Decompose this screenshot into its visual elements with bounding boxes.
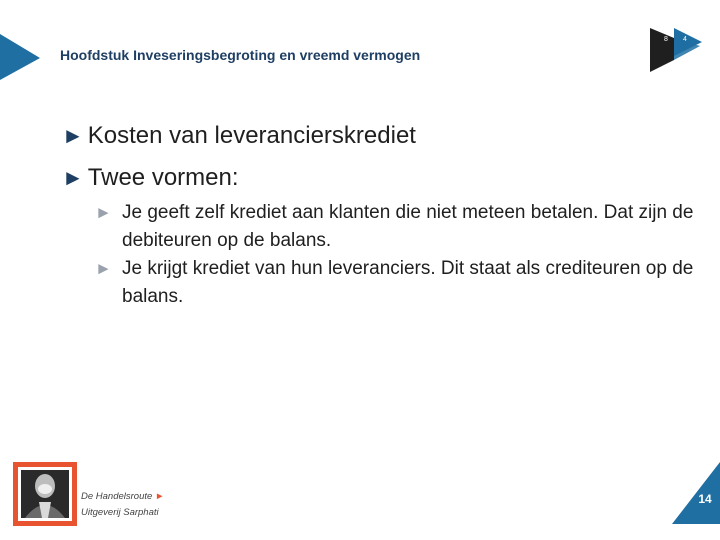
page-number: 14 (698, 492, 712, 506)
method-logo-icon (650, 28, 702, 74)
sub-bullet-arrow-icon: ► (95, 259, 112, 278)
header-triangle-icon (0, 34, 40, 82)
sub-bullet-item (95, 255, 695, 311)
publisher-name: De Handelsroute ► (81, 491, 165, 502)
bullet-text: Twee vormen: (87, 164, 239, 191)
sub-bullet-text: Je geeft zelf krediet aan klanten die niet meteen betalen. Dat zijn de debiteuren op de balans. (122, 202, 694, 251)
bullet-text: Kosten van leverancierskrediet (87, 122, 416, 149)
bullet-arrow-icon: ► (62, 123, 84, 148)
bullet-item (62, 163, 239, 193)
sub-bullet-text: Je krijgt krediet van hun leveranciers. Dit staat als crediteuren op de balans. (122, 258, 694, 307)
logo-number-left: 8 (664, 36, 668, 43)
logo-number-right: 4 (683, 36, 687, 43)
sub-bullet-arrow-icon: ► (95, 203, 112, 222)
bullet-item (62, 121, 416, 151)
sub-bullet-item (95, 199, 695, 255)
publisher-portrait-logo (13, 462, 77, 526)
chapter-title: Hoofdstuk Inveseringsbegroting en vreemd vermogen (60, 47, 421, 63)
publisher-subtitle: Uitgeverij Sarphati (81, 507, 159, 518)
publisher-arrow-icon: ► (154, 491, 165, 502)
bullet-arrow-icon: ► (62, 165, 84, 190)
